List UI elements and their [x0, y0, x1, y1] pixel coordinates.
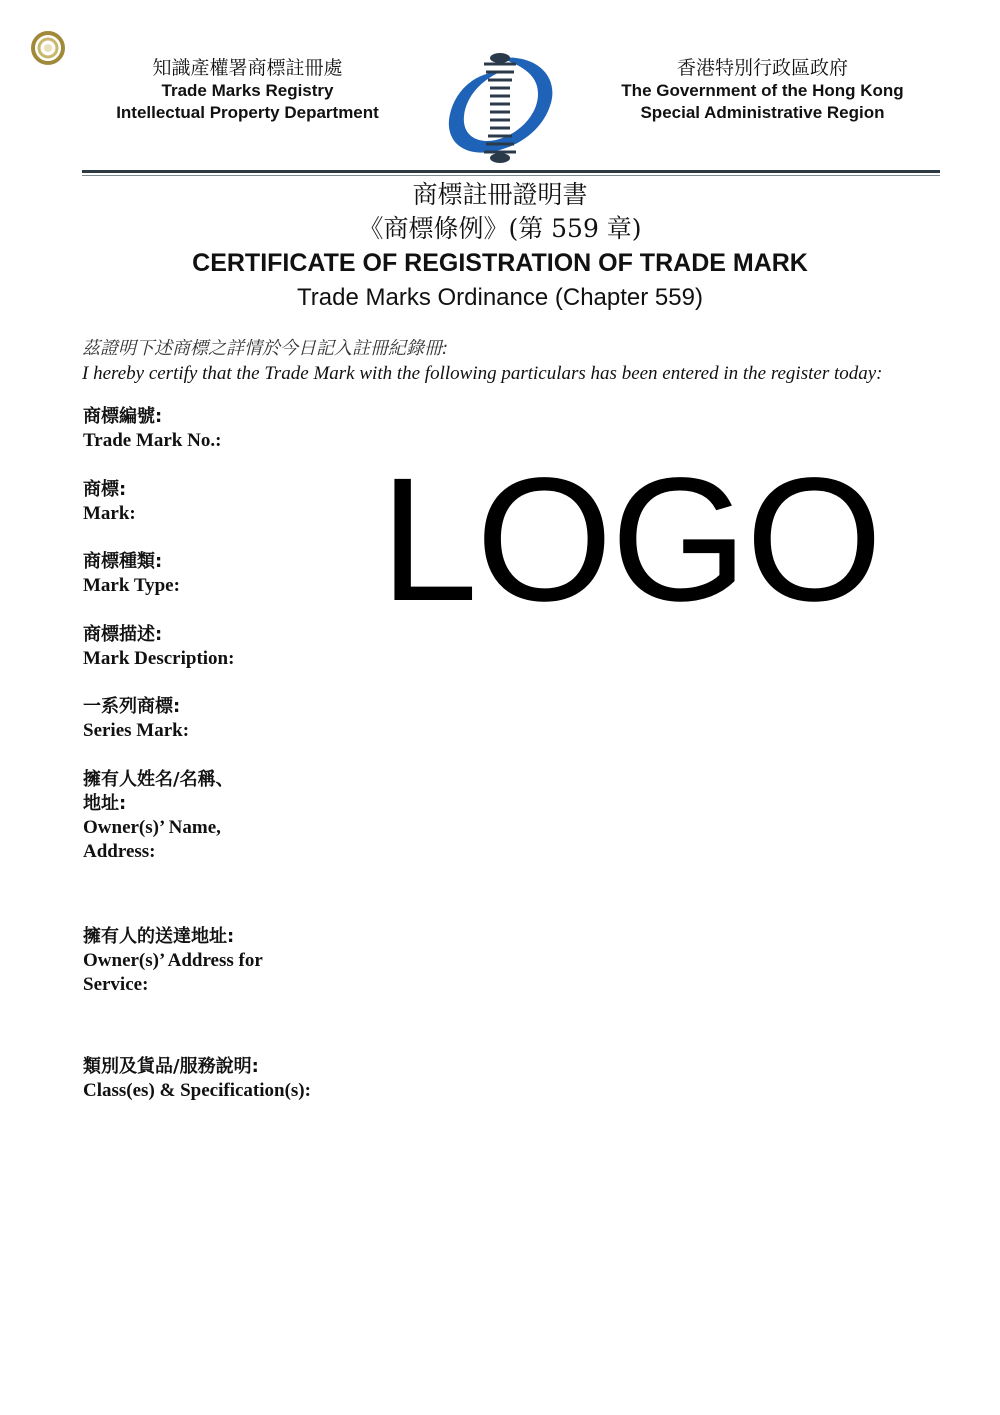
- field-owner-address-service: [83, 925, 383, 997]
- header-left: [95, 56, 400, 124]
- field-label-zh-line2: 地址:: [83, 793, 127, 814]
- field-label-zh: 商標:: [83, 479, 127, 500]
- certify-statement-zh: 茲證明下述商標之詳情於今日記入註冊紀錄冊:: [82, 338, 449, 359]
- registry-name-zh: 知識產權署商標註冊處: [152, 57, 343, 79]
- field-class-specification: [83, 1055, 483, 1103]
- field-label-zh: 商標描述:: [83, 624, 163, 645]
- field-label-zh: 商標編號:: [83, 406, 163, 427]
- government-name-en-line2: Special Administrative Region: [640, 103, 885, 122]
- certificate-title-zh: 商標註冊證明書: [412, 180, 588, 209]
- field-label-en: Mark Type:: [83, 575, 180, 596]
- header-rule-thin: [82, 175, 940, 176]
- field-label-zh: 類別及貨品/服務說明:: [83, 1056, 259, 1077]
- field-label-zh: 一系列商標:: [83, 696, 181, 717]
- field-label-en: Trade Mark No.:: [83, 430, 222, 451]
- field-label-en-line2: Address:: [83, 841, 156, 862]
- field-label-en: Mark Description:: [83, 648, 235, 669]
- certify-statement-en: I hereby certify that the Trade Mark with the following particulars has been entered in the register today:: [82, 363, 883, 384]
- field-label-en: Mark:: [83, 503, 136, 524]
- header-right: [600, 56, 925, 124]
- field-mark-type: [83, 550, 383, 598]
- registry-name-en: Trade Marks Registry: [161, 81, 334, 100]
- field-label-en: Class(es) & Specification(s):: [83, 1080, 311, 1101]
- ordinance-title-zh: 《商標條例》(第 559 章): [358, 214, 642, 243]
- field-label-en-line2: Service:: [83, 974, 149, 995]
- field-label-en: Owner(s)’ Name,: [83, 817, 221, 838]
- field-series-mark: [83, 695, 383, 743]
- field-mark-description: [83, 623, 383, 671]
- field-label-zh: 擁有人姓名/名稱、: [83, 769, 234, 790]
- gold-seal-icon: [30, 30, 66, 66]
- field-label-en: Series Mark:: [83, 720, 190, 741]
- field-label-zh: 商標種類:: [83, 551, 163, 572]
- ordinance-title-en: Trade Marks Ordinance (Chapter 559): [297, 284, 703, 311]
- government-name-zh: 香港特別行政區政府: [676, 57, 848, 79]
- field-label-zh: 擁有人的送達地址:: [83, 926, 235, 947]
- certificate-title-en: CERTIFICATE OF REGISTRATION OF TRADE MARK: [192, 249, 808, 277]
- field-label-en: Owner(s)’ Address for: [83, 950, 263, 971]
- field-mark: [83, 478, 383, 526]
- trade-mark-image: LOGO: [380, 442, 881, 638]
- field-owner-name-address: [83, 768, 383, 864]
- header-rule: [82, 170, 940, 173]
- department-name-en: Intellectual Property Department: [116, 103, 379, 122]
- government-name-en-line1: The Government of the Hong Kong: [621, 81, 904, 100]
- field-trade-mark-no: [83, 405, 383, 453]
- ipd-emblem-icon: [438, 48, 562, 166]
